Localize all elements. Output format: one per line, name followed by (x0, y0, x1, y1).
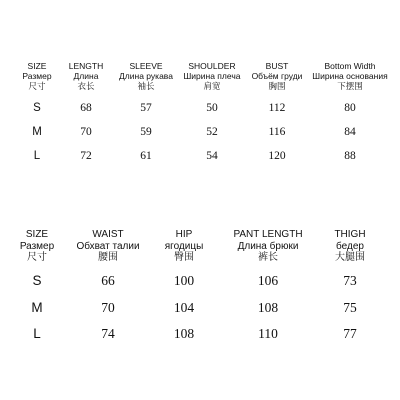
header-pant-length-ru: Длина брюки (237, 240, 299, 252)
header-thigh-ru: бедер (336, 240, 364, 252)
bottom-width-value: 88 (344, 150, 356, 162)
table-row (0, 92, 400, 116)
header-sleeve (119, 62, 173, 91)
shoulder-value: 54 (206, 150, 218, 162)
shoulder-value: 52 (206, 126, 218, 138)
header-size-en: SIZE (27, 61, 47, 71)
pants-size-chart (0, 229, 400, 343)
length-value: 68 (80, 102, 92, 114)
waist-value: 74 (101, 326, 115, 341)
header-waist-en: WAIST (92, 229, 124, 240)
top-size-chart-header (0, 62, 400, 92)
table-row (0, 263, 400, 290)
hip-value: 100 (173, 273, 195, 288)
header-shoulder-ru: Ширина плеча (183, 70, 241, 81)
header-hip-ru: ягодицы (164, 240, 204, 252)
header-size-zh: 尺寸 (27, 252, 47, 263)
header-shoulder-zh: 肩宽 (203, 80, 221, 91)
shoulder-value: 50 (206, 102, 218, 114)
header-hip-zh: 臀围 (174, 252, 194, 263)
header-shoulder (184, 62, 241, 91)
header-pant-length-en: PANT LENGTH (233, 229, 303, 240)
bottom-width-value: 84 (344, 126, 356, 138)
pant-length-value: 106 (257, 273, 279, 288)
header-sleeve-zh: 袖长 (137, 80, 155, 91)
header-sleeve-ru: Длина рукава (119, 70, 173, 81)
header-shoulder-en: SHOULDER (188, 61, 236, 71)
header-length (69, 62, 103, 91)
header-size-ru: Размер (19, 240, 55, 252)
header-thigh (334, 229, 365, 264)
size-label: M (32, 126, 42, 138)
header-sleeve-en: SLEEVE (129, 61, 163, 71)
header-size (20, 229, 54, 264)
waist-value: 70 (101, 299, 115, 315)
waist-value: 66 (101, 273, 115, 288)
header-length-ru: Длина (73, 70, 99, 81)
bust-value: 120 (268, 150, 286, 162)
size-label: M (31, 299, 43, 315)
thigh-value: 73 (343, 273, 357, 288)
header-pant-length (233, 229, 302, 264)
sleeve-value: 59 (140, 126, 152, 138)
header-waist-zh: 腰围 (98, 252, 118, 263)
bust-value: 116 (268, 126, 286, 138)
header-bust (252, 62, 303, 91)
table-row (0, 116, 400, 140)
header-waist (76, 229, 139, 264)
size-label: L (33, 150, 41, 162)
header-size-en: SIZE (25, 229, 49, 240)
header-bottom-width-en: Bottom Width (324, 61, 376, 71)
length-value: 72 (80, 150, 92, 162)
thigh-value: 77 (343, 326, 357, 341)
size-label: S (32, 273, 42, 288)
table-row (0, 316, 400, 343)
table-row (0, 140, 400, 164)
header-hip (165, 229, 204, 264)
header-bust-zh: 胸围 (268, 80, 286, 91)
hip-value: 108 (173, 326, 195, 341)
header-pant-length-zh: 裤长 (258, 252, 278, 263)
pants-size-chart-header (0, 229, 400, 263)
header-size-ru: Размер (22, 70, 52, 81)
header-hip-en: HIP (175, 229, 193, 240)
header-bust-en: BUST (265, 61, 289, 71)
header-length-zh: 衣长 (77, 80, 95, 91)
pant-length-value: 110 (258, 326, 278, 341)
table-row (0, 290, 400, 317)
header-length-en: LENGTH (68, 61, 104, 71)
top-size-chart (0, 62, 400, 164)
header-bust-ru: Объём груди (251, 70, 303, 81)
size-label: L (33, 326, 41, 341)
hip-value: 104 (173, 299, 195, 315)
header-waist-ru: Обхват талии (76, 240, 140, 252)
length-value: 70 (80, 126, 92, 138)
header-size (22, 62, 51, 91)
size-label: S (33, 102, 41, 114)
header-size-zh: 尺寸 (28, 80, 46, 91)
header-bottom-width-ru: Ширина основания (312, 70, 388, 81)
header-bottom-width-zh: 下摆围 (337, 80, 363, 91)
bust-value: 112 (268, 102, 286, 114)
header-bottom-width (312, 62, 387, 91)
header-thigh-zh: 大腿围 (334, 252, 365, 263)
sleeve-value: 57 (140, 102, 152, 114)
header-thigh-en: THIGH (334, 229, 366, 240)
pant-length-value: 108 (257, 299, 279, 315)
sleeve-value: 61 (140, 150, 152, 162)
thigh-value: 75 (343, 299, 357, 315)
bottom-width-value: 80 (344, 102, 356, 114)
